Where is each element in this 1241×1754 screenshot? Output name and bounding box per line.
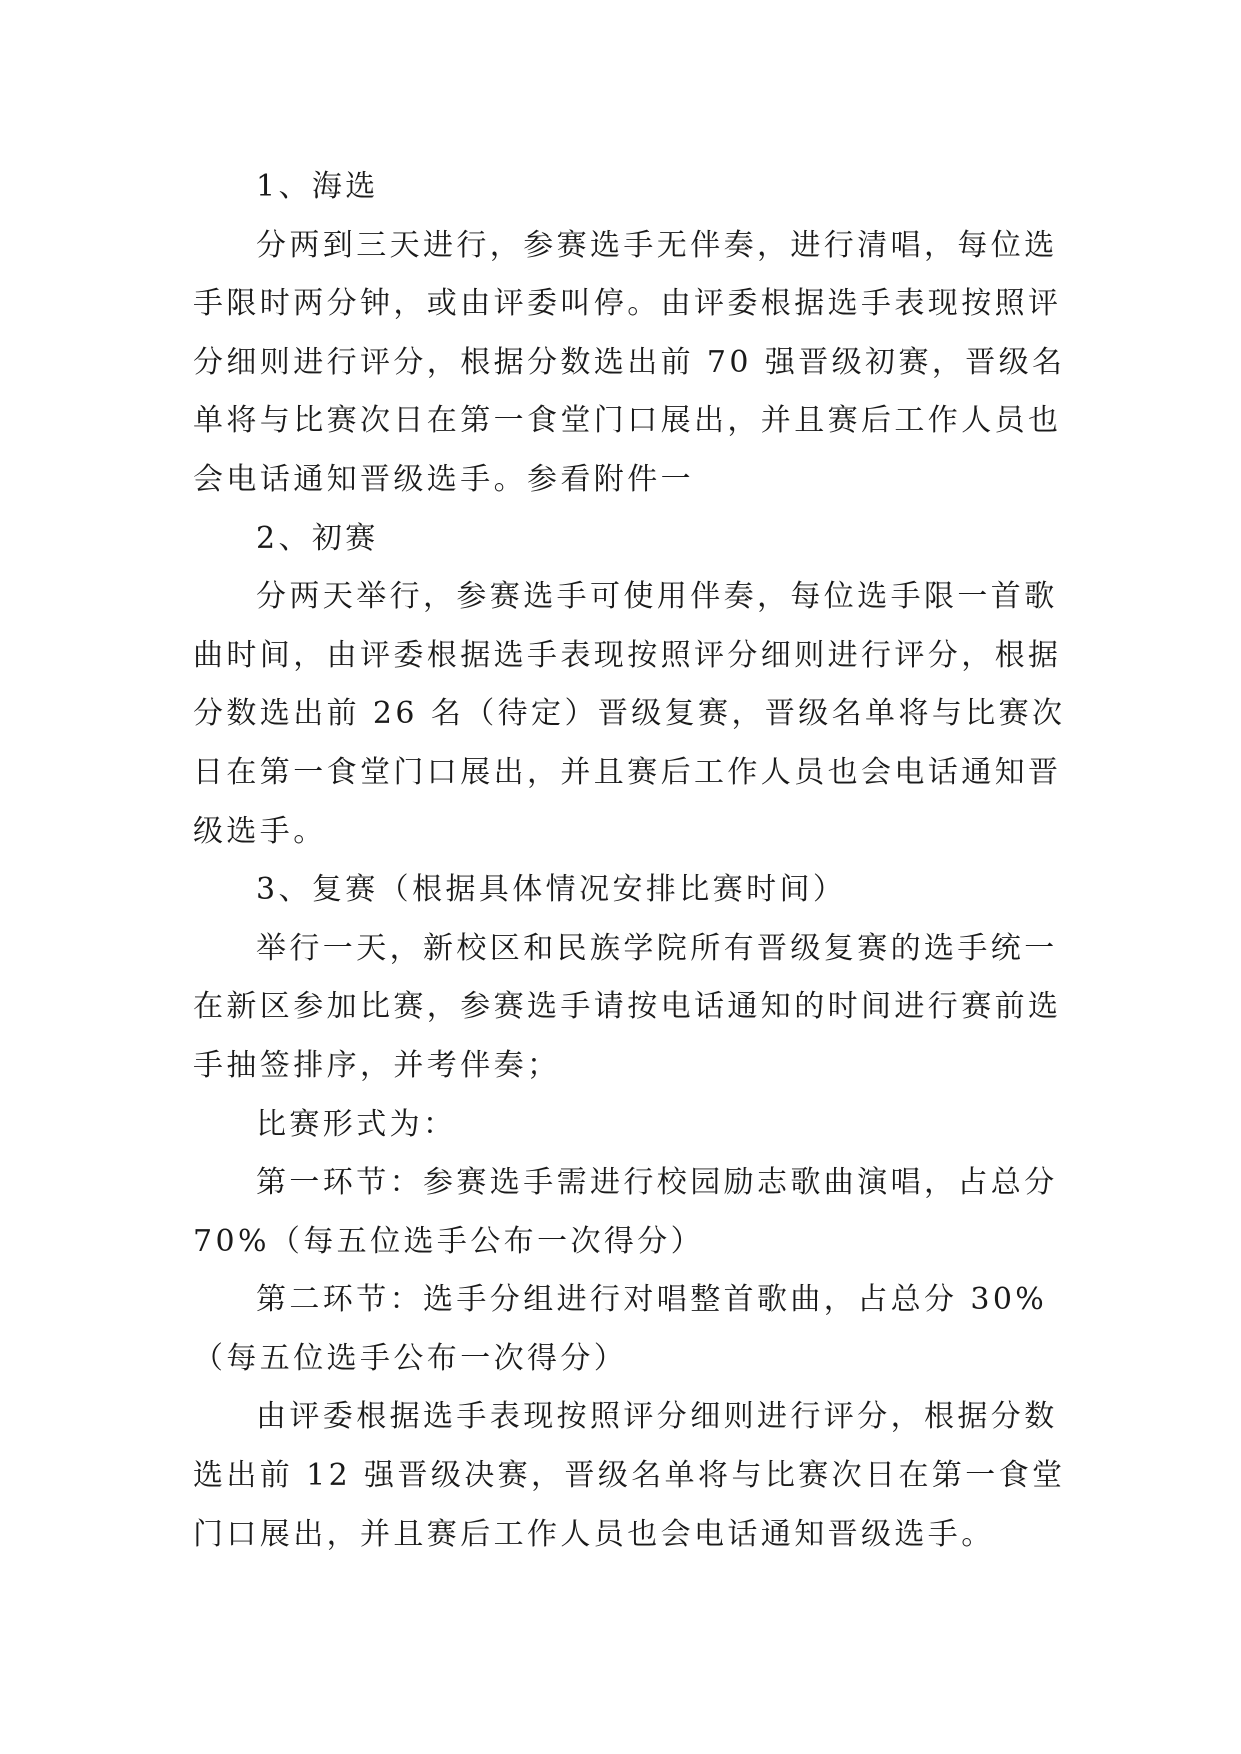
- text-line: 日在第一食堂门口展出，并且赛后工作人员也会电话通知晋: [193, 754, 1062, 790]
- text-line: 会电话通知晋级选手。参看附件一: [193, 461, 694, 497]
- paragraph: [193, 217, 1066, 510]
- text-line: 举行一天，新校区和民族学院所有晋级复赛的选手统一: [256, 930, 1058, 966]
- text-line: 分数选出前 26 名（待定）晋级复赛，晋级名单将与比赛次: [193, 696, 1066, 732]
- text-line: 3、复赛（根据具体情况安排比赛时间）: [256, 872, 847, 908]
- paragraph: [193, 1388, 1066, 1564]
- text-line: 分两到三天进行，参赛选手无伴奏，进行清唱，每位选: [256, 227, 1058, 263]
- paragraph: [193, 1154, 1058, 1271]
- section-heading: [193, 861, 1048, 920]
- section-heading: [193, 158, 1048, 217]
- text-line: （每五位选手公布一次得分）: [193, 1340, 628, 1376]
- text-line: 由评委根据选手表现按照评分细则进行评分，根据分数: [256, 1399, 1058, 1435]
- text-line: 1、海选: [256, 169, 379, 204]
- text-line: 单将与比赛次日在第一食堂门口展出，并且赛后工作人员也: [193, 403, 1062, 439]
- text-line: 曲时间，由评委根据选手表现按照评分细则进行评分，根据: [193, 637, 1062, 673]
- text-line: 手限时两分钟，或由评委叫停。由评委根据选手表现按照评: [193, 286, 1062, 322]
- text-line: 第一环节：参赛选手需进行校园励志歌曲演唱，占总分: [256, 1165, 1058, 1201]
- text-line: 2、初赛: [256, 520, 379, 556]
- paragraph: [193, 1096, 1048, 1155]
- paragraph: [193, 568, 1066, 861]
- text-line: 分两天举行，参赛选手可使用伴奏，每位选手限一首歌: [256, 579, 1058, 615]
- paragraph: [193, 1271, 1048, 1388]
- document-body: [193, 158, 1066, 1564]
- text-line: 手抽签排序，并考伴奏；: [193, 1047, 561, 1083]
- text-line: 选出前 12 强晋级决赛，晋级名单将与比赛次日在第一食堂: [193, 1458, 1066, 1494]
- text-line: 门口展出，并且赛后工作人员也会电话通知晋级选手。: [193, 1516, 995, 1552]
- text-line: 分细则进行评分，根据分数选出前 70 强晋级初赛，晋级名: [193, 344, 1066, 380]
- text-line: 第二环节：选手分组进行对唱整首歌曲，占总分 30%: [256, 1282, 1048, 1318]
- section-heading: [193, 510, 1048, 569]
- text-line: 70%（每五位选手公布一次得分）: [193, 1223, 705, 1259]
- text-line: 级选手。: [193, 813, 327, 849]
- paragraph: [193, 920, 1062, 1096]
- text-line: 在新区参加比赛，参赛选手请按电话通知的时间进行赛前选: [193, 989, 1062, 1025]
- text-line: 比赛形式为：: [256, 1106, 457, 1142]
